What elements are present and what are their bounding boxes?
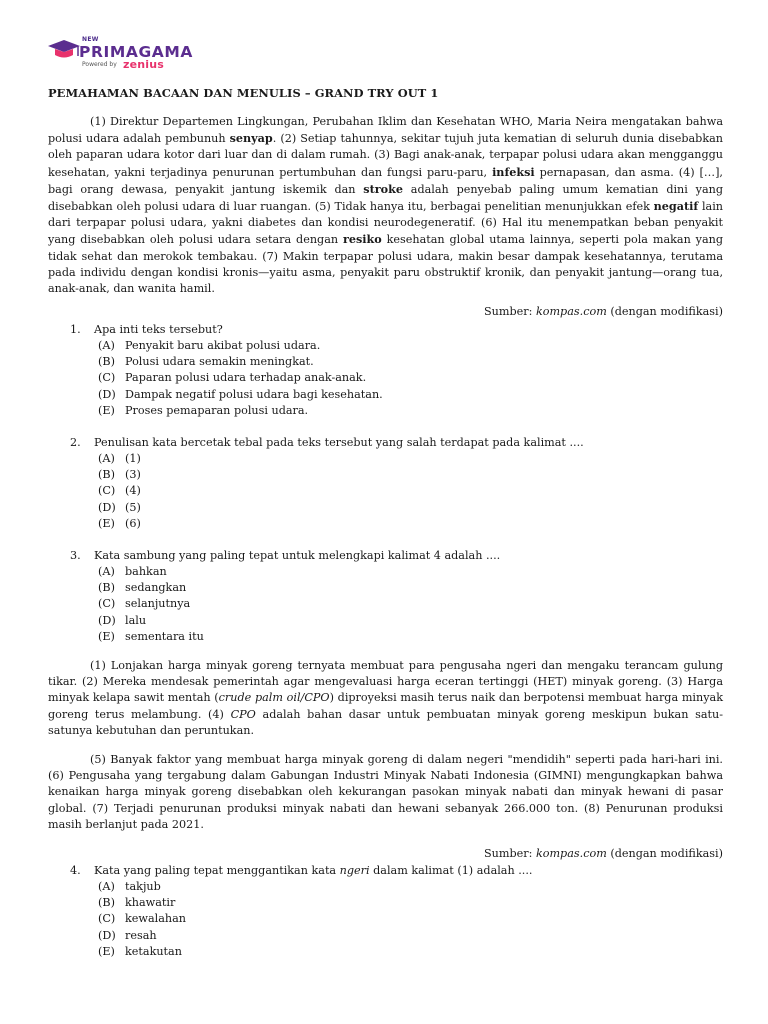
option[interactable]: (D) lalu bbox=[98, 613, 147, 627]
option[interactable]: (C) selanjutnya bbox=[98, 597, 191, 611]
page-title: PEMAHAMAN BACAAN DAN MENULIS – GRAND TRY OUT 1 bbox=[48, 86, 439, 100]
option[interactable]: (A) bahkan bbox=[98, 565, 167, 578]
option[interactable]: (E) Proses pemaparan polusi udara. bbox=[98, 403, 309, 417]
option[interactable]: (B) sedangkan bbox=[98, 581, 187, 595]
option[interactable]: (A) (1) bbox=[98, 452, 141, 465]
option[interactable]: (E) (6) bbox=[98, 516, 141, 530]
question-3: 3. Kata sambung yang paling tepat untuk melengkapi kalimat 4 adalah .... bbox=[70, 549, 501, 562]
question-4: 4. Kata yang paling tepat menggantikan kata ngeri dalam kalimat (1) adalah .... bbox=[70, 864, 533, 877]
option[interactable]: (C) Paparan polusi udara terhadap anak-anak. bbox=[98, 371, 367, 385]
question-2-options bbox=[98, 451, 141, 532]
option[interactable]: (B) (3) bbox=[98, 468, 141, 482]
brand-partner: zenius bbox=[123, 58, 165, 71]
passage-1: (1) Direktur Departemen Lingkungan, Perubahan Iklim dan Kesehatan WHO, Maria Neira mengatakan bahwa polusi udara adalah pembunuh senyap. (2) Setiap tahunnya, sekitar tujuh juta kematian di seluruh dunia disebabkan oleh paparan udara kotor dari luar dan di dalam rumah. (3) Bagi anak-anak, terpapar polusi udara akan mengganggu kesehatan, yakni terjadinya penurunan pertumbuhan dan fungsi paru-paru, infeksi pernapasan, dan asma. (4) […], bagi orang dewasa, penyakit jantung iskemik dan stroke adalah penyebab paling umum kematian dini yang disebabkan oleh polusi udara di luar ruangan. (5) Tidak hanya itu, berbagai penelitian menunjukkan efek negatif lain dari terpapar polusi udara, yakni diabetes dan kondisi neurodegeneratif. (6) Hal itu menempatkan beban penyakit yang disebabkan oleh polusi udara setara dengan resiko kesehatan global utama lainnya, seperti pola makan yang tidak sehat dan merokok tembakau. (7) Makin terpapar polusi udara, makin besar dampak kesehatannya, terutama pada individu dengan kondisi kronis—yaitu asma, penyakit paru obstruktif kronik, dan penyakit jantung—orang tua, anak-anak, dan wanita hamil. bbox=[48, 115, 724, 296]
question-3-options bbox=[98, 564, 204, 645]
option[interactable]: (B) khawatir bbox=[98, 896, 176, 910]
option[interactable]: (E) ketakutan bbox=[98, 944, 182, 958]
option[interactable]: (C) (4) bbox=[98, 484, 141, 498]
option[interactable]: (D) (5) bbox=[98, 500, 141, 514]
option[interactable]: (D) resah bbox=[98, 928, 157, 942]
passage-1-source: Sumber: kompas.com (dengan modifikasi) bbox=[484, 305, 723, 318]
question-1: 1. Apa inti teks tersebut? bbox=[70, 323, 223, 336]
brand-name: PRIMAGAMA bbox=[79, 43, 194, 61]
brand-powered-by: Powered by bbox=[82, 61, 117, 68]
passage-2-paragraph-1: (1) Lonjakan harga minyak goreng ternyata membuat para pengusaha ngeri dan mengaku terancam gulung tikar. (2) Mereka mendesak pemerintah agar mengevaluasi harga eceran tertinggi (HET) minyak goreng. (3) Harga minyak kelapa sawit mentah (crude palm oil/CPO) diproyeksi masih terus naik dan berpotensi membuat harga minyak goreng terus melambung. (4) CPO adalah bahan dasar untuk pembuatan minyak goreng meskipun bukan satu-satunya kebutuhan dan peruntukan. bbox=[48, 659, 724, 737]
option[interactable]: (A) Penyakit baru akibat polusi udara. bbox=[98, 339, 321, 352]
passage-2-source: Sumber: kompas.com (dengan modifikasi) bbox=[484, 847, 723, 860]
option[interactable]: (C) kewalahan bbox=[98, 912, 186, 926]
option[interactable]: (A) takjub bbox=[98, 880, 161, 893]
option[interactable]: (B) Polusi udara semakin meningkat. bbox=[98, 355, 314, 369]
option[interactable]: (E) sementara itu bbox=[98, 629, 204, 643]
passage-2-paragraph-2: (5) Banyak faktor yang membuat harga minyak goreng di dalam negeri "mendidih" seperti pada hari-hari ini. (6) Pengusaha yang tergabung dalam Gabungan Industri Minyak Nabati Indonesia (GIMNI) mengungkapkan bahwa kenaikan harga minyak goreng disebabkan oleh kekurangan pasokan minyak nabati dan minyak hewani di pasar global. (7) Terjadi penurunan produksi minyak nabati dan hewani sebanyak 266.000 ton. (8) Penurunan produksi masih berlanjut pada 2021. bbox=[48, 753, 723, 831]
brand-new-label: NEW bbox=[82, 36, 99, 43]
option[interactable]: (D) Dampak negatif polusi udara bagi kesehatan. bbox=[98, 387, 383, 401]
question-1-options bbox=[98, 338, 383, 419]
question-2: 2. Penulisan kata bercetak tebal pada teks tersebut yang salah terdapat pada kalimat .... bbox=[70, 436, 584, 449]
question-4-options bbox=[98, 879, 186, 960]
